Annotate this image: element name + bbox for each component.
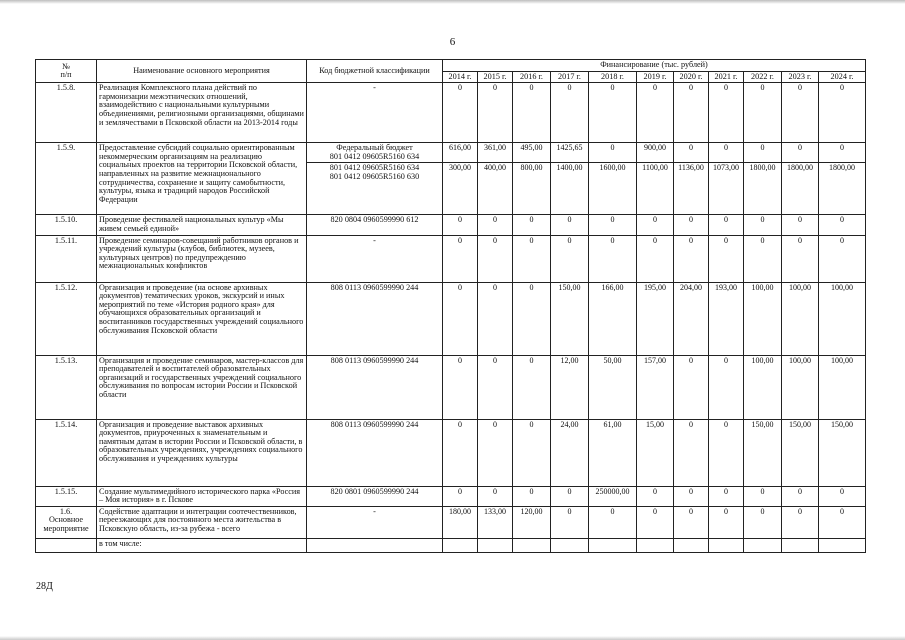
budget-code: Федеральный бюджет [336,143,413,153]
header-year: 2021 г. [709,71,744,83]
header-financing: Финансирование (тыс. рублей) [443,60,866,72]
financing-value [443,538,478,552]
budget-code-cell [307,143,443,163]
header-year: 2024 г. [819,71,866,83]
budget-code: 801 0412 09605R5160 630 [329,172,420,182]
activity-name: Проведение фестивалей национальных культур «Мы живем семьей единой» [97,215,307,235]
financing-value: 100,00 [782,282,819,355]
financing-value: 0 [589,506,637,538]
financing-value: 0 [819,235,866,282]
row-number: 1.5.10. [36,215,97,235]
financing-value: 12,00 [551,355,589,419]
table-row [36,486,866,506]
financing-table [35,59,866,553]
table-row [36,419,866,486]
financing-value: 0 [513,355,551,419]
financing-value: 361,00 [478,143,513,163]
financing-value: 0 [674,83,709,143]
budget-code-cell [307,163,443,215]
financing-value: 0 [819,83,866,143]
financing-value: 0 [782,506,819,538]
financing-value: 0 [744,506,782,538]
budget-code: - [373,83,376,93]
table-row [36,83,866,143]
financing-value: 0 [674,506,709,538]
financing-value: 50,00 [589,355,637,419]
financing-value: 0 [819,215,866,235]
table-row [36,355,866,419]
financing-value: 0 [744,83,782,143]
table-row [36,143,866,163]
budget-code: - [373,235,376,245]
financing-value: 800,00 [513,163,551,215]
financing-value: 0 [513,235,551,282]
financing-value: 100,00 [819,282,866,355]
financing-value: 0 [513,486,551,506]
row-number: 1.5.13. [36,355,97,419]
financing-value: 0 [674,355,709,419]
activity-name: Предоставление субсидий социально ориентированным некоммерческим организациям на реализацию социальных проектов на территории Псковской области, направленных на развитие межнационального сотрудничества, сохранение и защиту самобытности, культуры, языка и традиций народов Российской Федерации [97,143,307,215]
financing-value [478,538,513,552]
footer-code: 28Д [36,581,53,592]
financing-value: 193,00 [709,282,744,355]
financing-value: 0 [443,83,478,143]
page-number: 6 [449,36,456,48]
table-row [36,282,866,355]
activity-name: Организация и проведение (на основе архивных документов) тематических уроков, экскурсий и иных мероприятий по теме «История родного края» для обучающихся образовательных организаций и воспитанников государственных учреждений социального обслуживания Псковской области [97,282,307,355]
header-year: 2020 г. [674,71,709,83]
row-number: 1.5.15. [36,486,97,506]
row-number: 1.5.14. [36,419,97,486]
financing-value: 0 [513,419,551,486]
financing-value: 0 [674,235,709,282]
header-year: 2015 г. [478,71,513,83]
budget-code: 820 0804 0960599990 612 [330,215,419,225]
budget-code-cell [307,235,443,282]
financing-value: 166,00 [589,282,637,355]
financing-value: 0 [589,235,637,282]
financing-value: 100,00 [819,355,866,419]
activity-name: в том числе: [97,538,307,552]
financing-value: 0 [478,235,513,282]
header-year: 2023 г. [782,71,819,83]
financing-value: 0 [674,143,709,163]
budget-code-cell [307,83,443,143]
table-body [36,83,866,553]
activity-name: Содействие адаптации и интеграции соотечественников, переезжающих для постоянного места жительства в Псковскую область, из-за рубежа - всего [97,506,307,538]
financing-value: 0 [744,143,782,163]
financing-value: 495,00 [513,143,551,163]
budget-code-cell [307,538,443,552]
financing-value: 300,00 [443,163,478,215]
header-year: 2014 г. [443,71,478,83]
financing-value: 0 [709,83,744,143]
financing-value: 1800,00 [819,163,866,215]
financing-value: 0 [782,83,819,143]
financing-value: 0 [443,282,478,355]
activity-name: Реализация Комплексного плана действий по гармонизации межэтнических отношений, взаимодействию с национальными культурными объединениями, религиозными организациями, общинами и землячествами в Псковской области на 2013-2014 годы [97,83,307,143]
financing-value: 0 [709,215,744,235]
budget-code: 808 0113 0960599990 244 [330,282,419,292]
financing-value: 150,00 [744,419,782,486]
budget-code: 801 0412 09605R5160 634 [329,163,420,173]
header-name: Наименование основного мероприятия [97,60,307,83]
financing-value: 0 [819,506,866,538]
financing-value [674,538,709,552]
header-year: 2016 г. [513,71,551,83]
table-row [36,215,866,235]
budget-code-cell [307,215,443,235]
financing-value [513,538,551,552]
financing-value: 0 [443,419,478,486]
financing-value: 0 [819,143,866,163]
financing-value: 0 [637,486,674,506]
financing-value: 0 [513,282,551,355]
financing-value: 1800,00 [782,163,819,215]
financing-value: 0 [709,235,744,282]
financing-value: 0 [709,506,744,538]
financing-value: 0 [782,215,819,235]
financing-value: 0 [674,419,709,486]
financing-value: 0 [478,355,513,419]
financing-value: 133,00 [478,506,513,538]
budget-code-cell [307,419,443,486]
financing-value: 0 [478,83,513,143]
row-number: 1.5.9. [36,143,97,215]
row-number: 1.5.11. [36,235,97,282]
financing-value [744,538,782,552]
financing-value: 1800,00 [744,163,782,215]
financing-value: 0 [744,235,782,282]
financing-value: 150,00 [551,282,589,355]
financing-value: 0 [443,486,478,506]
financing-value: 61,00 [589,419,637,486]
financing-value: 0 [637,83,674,143]
financing-value: 0 [478,215,513,235]
financing-value: 900,00 [637,143,674,163]
table-row [36,538,866,552]
financing-value: 0 [551,506,589,538]
financing-value: 0 [513,83,551,143]
financing-value: 616,00 [443,143,478,163]
financing-value: 150,00 [782,419,819,486]
financing-value: 0 [674,486,709,506]
financing-value: 400,00 [478,163,513,215]
financing-value [637,538,674,552]
header-code: Код бюджетной классификации [307,60,443,83]
financing-value: 0 [478,486,513,506]
table-row [36,235,866,282]
financing-value: 0 [478,419,513,486]
financing-value: 100,00 [744,282,782,355]
financing-value: 0 [782,486,819,506]
activity-name: Организация и проведение семинаров, мастер-классов для преподавателей и воспитателей образовательных организаций и государственных учреждений социального обслуживания по вопросам истории России и Псковской области [97,355,307,419]
row-number: 1.5.8. [36,83,97,143]
financing-value [782,538,819,552]
header-num: № п/п [36,60,97,83]
financing-value: 0 [637,506,674,538]
financing-value: 120,00 [513,506,551,538]
financing-value: 0 [589,83,637,143]
financing-value: 0 [589,215,637,235]
financing-value: 1600,00 [589,163,637,215]
financing-value [589,538,637,552]
financing-value [819,538,866,552]
financing-value: 0 [819,486,866,506]
row-number: 1.6. Основное мероприятие [36,506,97,538]
financing-value: 100,00 [782,355,819,419]
budget-code-cell [307,282,443,355]
financing-value: 157,00 [637,355,674,419]
financing-value: 0 [551,235,589,282]
scan-edge-bottom [0,636,905,640]
budget-code: 801 0412 09605R5160 634 [329,151,420,161]
financing-value: 0 [478,282,513,355]
financing-value [709,538,744,552]
table-row [36,506,866,538]
financing-value: 204,00 [674,282,709,355]
financing-value: 1100,00 [637,163,674,215]
financing-value: 150,00 [819,419,866,486]
budget-code: 820 0801 0960599990 244 [330,486,419,496]
financing-value: 1073,00 [709,163,744,215]
financing-value: 0 [709,143,744,163]
activity-name: Проведение семинаров-совещаний работников органов и учреждений культуры (клубов, библиотек, музеев, культурных центров) по предупреждению межнациональных конфликтов [97,235,307,282]
financing-value: 180,00 [443,506,478,538]
financing-value: 0 [513,215,551,235]
financing-value: 0 [744,215,782,235]
financing-value: 1400,00 [551,163,589,215]
financing-value: 0 [637,235,674,282]
financing-value: 100,00 [744,355,782,419]
financing-value: 0 [782,143,819,163]
budget-code-cell [307,355,443,419]
financing-value: 0 [709,486,744,506]
budget-code: 808 0113 0960599990 244 [330,355,419,365]
financing-value: 250000,00 [589,486,637,506]
row-number: 1.5.12. [36,282,97,355]
budget-code-cell [307,506,443,538]
activity-name: Создание мультимедийного исторического парка «Россия – Моя история» в г. Пскове [97,486,307,506]
financing-value: 195,00 [637,282,674,355]
financing-value: 0 [709,419,744,486]
financing-value: 0 [443,215,478,235]
financing-value: 0 [674,215,709,235]
financing-value: 0 [551,215,589,235]
financing-value: 0 [551,486,589,506]
financing-value: 0 [637,215,674,235]
row-number [36,538,97,552]
financing-value: 1425,65 [551,143,589,163]
budget-code-cell [307,486,443,506]
scan-edge-top [0,0,905,4]
header-year: 2019 г. [637,71,674,83]
header-year: 2018 г. [589,71,637,83]
financing-value: 0 [443,235,478,282]
financing-value: 0 [744,486,782,506]
header-row-1 [36,60,866,72]
financing-value [551,538,589,552]
budget-code: - [373,506,376,516]
financing-value: 0 [709,355,744,419]
financing-value: 24,00 [551,419,589,486]
financing-value: 0 [782,235,819,282]
header-year: 2017 г. [551,71,589,83]
financing-value: 15,00 [637,419,674,486]
financing-value: 0 [443,355,478,419]
header-year: 2022 г. [744,71,782,83]
budget-code: 808 0113 0960599990 244 [330,419,419,429]
financing-value: 0 [551,83,589,143]
activity-name: Организация и проведение выставок архивных документов, приуроченных к знаменательным и памятным датам в истории России и Псковской области, в образовательных учреждениях, учреждениях социального обслуживания и учреждениях культуры [97,419,307,486]
financing-value: 0 [589,143,637,163]
financing-value: 1136,00 [674,163,709,215]
